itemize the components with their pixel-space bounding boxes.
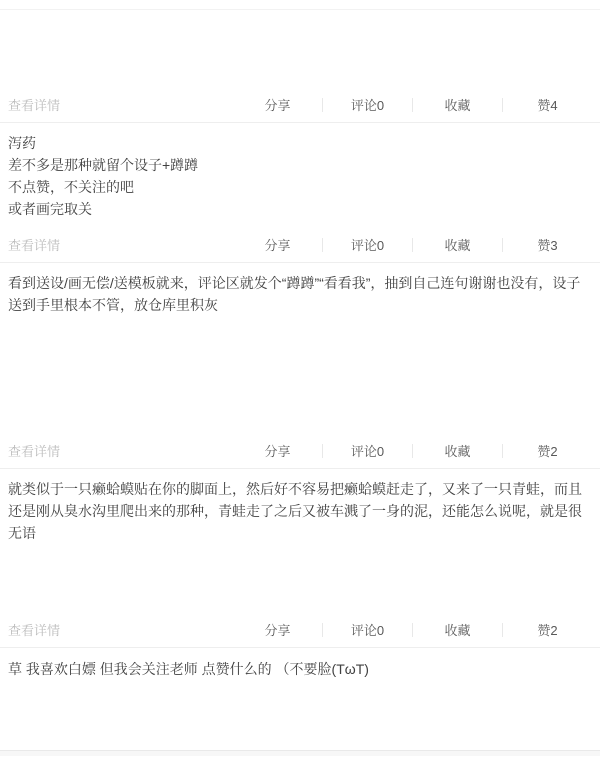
post-item-1 bbox=[0, 10, 600, 123]
like-button[interactable]: 赞2 bbox=[537, 444, 558, 459]
comment-text: 泻药 bbox=[8, 135, 36, 151]
like-button[interactable]: 赞4 bbox=[537, 98, 558, 113]
post-action-bar bbox=[0, 433, 600, 469]
comment-text: 就类似于一只癞蛤蟆贴在你的脚面上，然后好不容易把癞蛤蟆赶走了，又来了一只青蛙，而且还是刚从臭水沟里爬出来的那种，青蛙走了之后又被车溅了一身的泥，还能怎么说呢，就是很无语 bbox=[8, 481, 582, 541]
action-group bbox=[233, 620, 592, 639]
view-details-link[interactable]: 查看详情 bbox=[8, 444, 61, 459]
comment-text: 草 我喜欢白嫖 但我会关注老师 点赞什么的 （不要脸(TωT) bbox=[8, 661, 369, 677]
favorite-button[interactable]: 收藏 bbox=[444, 98, 471, 113]
share-button[interactable]: 分享 bbox=[264, 238, 291, 253]
post-action-bar bbox=[0, 87, 600, 123]
share-button[interactable]: 分享 bbox=[264, 623, 291, 638]
comment-text: 差不多是那种就留个设子+蹲蹲 bbox=[8, 157, 199, 173]
post-action-bar bbox=[0, 227, 600, 263]
comment-text: 看到送设/画无偿/送模板就来，评论区就发个“蹲蹲”“看看我”，抽到自己连句谢谢也没有，设子送到手里根本不管，放仓库里积灰 bbox=[8, 275, 581, 313]
post-content bbox=[0, 10, 600, 87]
share-button[interactable]: 分享 bbox=[264, 98, 291, 113]
like-button[interactable]: 赞3 bbox=[537, 238, 558, 253]
comment-button[interactable]: 评论0 bbox=[350, 98, 385, 113]
post-content bbox=[0, 123, 600, 227]
post-item-5 bbox=[0, 648, 600, 750]
comment-button[interactable]: 评论0 bbox=[350, 238, 385, 253]
post-content bbox=[0, 648, 600, 750]
view-details-link[interactable]: 查看详情 bbox=[8, 623, 61, 638]
bottom-section-edge bbox=[0, 750, 600, 756]
favorite-button[interactable]: 收藏 bbox=[444, 444, 471, 459]
post-content bbox=[0, 469, 600, 612]
action-group bbox=[233, 95, 592, 114]
like-button[interactable]: 赞2 bbox=[537, 623, 558, 638]
share-button[interactable]: 分享 bbox=[264, 444, 291, 459]
view-details-link[interactable]: 查看详情 bbox=[8, 98, 61, 113]
post-item-3 bbox=[0, 263, 600, 469]
comment-button[interactable]: 评论0 bbox=[350, 623, 385, 638]
post-item-4 bbox=[0, 469, 600, 648]
post-content bbox=[0, 263, 600, 433]
comment-text: 不点赞，不关注的吧 bbox=[8, 179, 134, 195]
view-details-link[interactable]: 查看详情 bbox=[8, 238, 61, 253]
comment-text: 或者画完取关 bbox=[8, 201, 92, 217]
post-item-2 bbox=[0, 123, 600, 263]
top-spacer bbox=[0, 0, 600, 9]
favorite-button[interactable]: 收藏 bbox=[444, 623, 471, 638]
comment-button[interactable]: 评论0 bbox=[350, 444, 385, 459]
favorite-button[interactable]: 收藏 bbox=[444, 238, 471, 253]
post-action-bar bbox=[0, 612, 600, 648]
action-group bbox=[233, 235, 592, 254]
action-group bbox=[233, 441, 592, 460]
